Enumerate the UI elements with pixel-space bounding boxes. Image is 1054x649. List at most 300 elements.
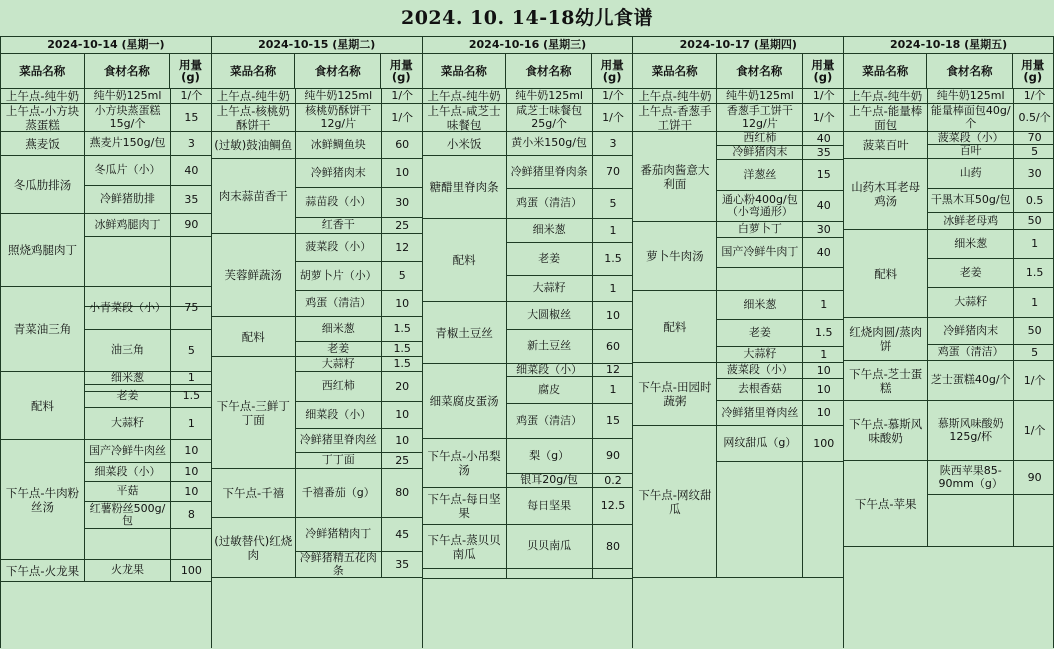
dish-name: 下午点-慕斯风味酸奶 [844, 401, 928, 461]
dish-name: (过敏)鼓油鲷鱼 [212, 132, 296, 159]
ingredient-name: 洋葱丝 [717, 160, 803, 190]
ingredient-name: 油三角 [85, 330, 171, 371]
ingredient-amount: 75 [184, 301, 199, 314]
ingredient-name: 火龙果 [85, 560, 171, 581]
ingredient-amount: 10 [184, 444, 199, 457]
ingredient-name: 黄小米150g/包 [507, 132, 593, 155]
dish-name: 上午点-纯牛奶 [212, 89, 296, 104]
ingredient-name: 核桃奶酥饼干12g/片 [296, 104, 382, 131]
dish-name: 下午点-苹果 [844, 461, 928, 547]
ingredient-amount: 50 [1027, 214, 1042, 227]
ingredient-row [928, 145, 1054, 159]
ingredient-amount: 50 [1027, 324, 1042, 337]
ingredient-name [717, 462, 803, 577]
ingredient-amount: 20 [395, 379, 410, 393]
ingredient-amount: 1 [609, 281, 617, 295]
dish-name: 红烧肉圆/蒸肉饼 [844, 318, 928, 361]
ingredient-row [85, 156, 212, 186]
ingredient-row [85, 214, 212, 237]
dish-name: 配料 [423, 219, 507, 302]
amount-column-header: 用量(g) [811, 58, 835, 84]
ingredient-row [928, 288, 1054, 318]
dish-name: 上午点-咸芝士味餐包 [423, 104, 507, 132]
ingredient-name: 小青菜段（小） [85, 287, 171, 329]
ingredient-column-header: 食材名称 [927, 54, 1012, 88]
dish-name: 下午点-千禧 [212, 469, 296, 518]
ingredient-row [85, 560, 212, 582]
ingredient-amount: 10 [184, 465, 199, 478]
ingredient-name: 冰鲜鸡腿肉丁 [85, 214, 171, 236]
day-column [422, 36, 633, 648]
ingredient-row [717, 146, 844, 160]
ingredient-row [296, 429, 423, 453]
ingredient-amount: 5 [1031, 345, 1039, 359]
ingredient-amount: 15 [816, 168, 831, 181]
dish-name: 配料 [212, 317, 296, 357]
ingredient-name: 老姜 [85, 385, 171, 407]
ingredient-amount: 10 [395, 433, 410, 447]
ingredient-name: 冷鲜猪精五花肉条 [296, 552, 382, 577]
dish-name: 上午点-纯牛奶 [1, 89, 85, 104]
ingredient-amount: 1.5 [1025, 266, 1044, 279]
ingredient-row [717, 191, 844, 222]
dish-column-header: 菜品名称 [423, 54, 507, 88]
amount-column-header: 用量(g) [600, 58, 624, 84]
ingredient-row [85, 330, 212, 372]
ingredient-row [928, 213, 1054, 230]
ingredient-row [717, 363, 844, 379]
ingredient-row [928, 159, 1054, 189]
ingredient-name: 西红柿 [296, 372, 382, 401]
ingredient-name: 老姜 [717, 320, 803, 346]
ingredient-amount [803, 462, 844, 577]
ingredient-amount: 0.2 [604, 473, 622, 487]
ingredient-name: 大蒜籽 [85, 408, 171, 439]
ingredient-amount [1014, 495, 1054, 546]
ingredient-amount: 1 [820, 347, 828, 361]
ingredient-amount: 1/个 [602, 89, 624, 102]
ingredient-amount: 3 [609, 136, 617, 150]
ingredient-name: 纯牛奶125ml [717, 89, 803, 103]
ingredient-row [928, 401, 1054, 461]
dish-column-header: 菜品名称 [844, 54, 927, 88]
ingredient-amount: 5 [609, 196, 617, 210]
ingredient-amount: 12 [605, 363, 620, 376]
ingredient-name: 新土豆丝 [507, 330, 593, 363]
dish-name: 芙蓉鲜蔬汤 [212, 234, 296, 317]
ingredient-row [717, 132, 844, 146]
ingredient-amount: 10 [395, 408, 410, 421]
ingredient-amount: 1/个 [180, 89, 203, 102]
ingredient-name: 西红柿 [717, 132, 803, 145]
ingredient-name: 细米葱 [296, 317, 382, 341]
dish-name: 下午点-蒸贝贝南瓜 [423, 525, 507, 569]
ingredient-amount: 1.5 [393, 322, 411, 335]
column-header-row [423, 54, 633, 89]
ingredient-amount: 25 [395, 453, 410, 467]
ingredient-row [85, 372, 212, 385]
ingredient-name: 咸芝士味餐包25g/个 [507, 104, 593, 131]
dish-name: 冬瓜肋排汤 [1, 156, 85, 214]
ingredient-row [507, 377, 634, 404]
ingredient-row [507, 439, 634, 474]
dish-name: 肉末蒜苗香干 [212, 159, 296, 234]
dish-name: 上午点-香葱手工饼干 [633, 104, 717, 132]
ingredient-amount: 1 [187, 416, 195, 430]
ingredient-row [296, 453, 423, 469]
ingredient-column-header: 食材名称 [85, 54, 171, 88]
ingredient-name: 平菇 [85, 482, 171, 501]
ingredient-name: 通心粉400g/包（小弯通形） [717, 191, 803, 221]
ingredient-row [296, 262, 423, 291]
ingredient-row [296, 188, 423, 218]
ingredient-row [85, 408, 212, 440]
ingredient-name [85, 237, 171, 286]
ingredient-amount: 100 [813, 436, 835, 450]
column-header-row [844, 54, 1053, 89]
dish-column-header: 菜品名称 [1, 54, 85, 88]
ingredient-amount: 10 [605, 308, 620, 322]
ingredient-amount: 1.5 [393, 357, 411, 370]
ingredient-amount: 10 [816, 382, 831, 396]
ingredient-row [507, 219, 634, 243]
ingredient-row [507, 525, 634, 569]
ingredient-amount: 30 [395, 195, 410, 209]
ingredient-name: 冬瓜片（小） [85, 156, 171, 185]
ingredient-row [296, 104, 423, 132]
ingredient-name [507, 569, 593, 578]
ingredient-row [296, 234, 423, 262]
ingredient-name: 冷鲜猪肉末 [296, 159, 382, 187]
ingredient-amount: 1 [609, 383, 617, 396]
ingredient-row [85, 89, 212, 104]
ingredient-amount: 90 [605, 449, 620, 462]
ingredient-row [928, 345, 1054, 361]
ingredient-name: 蒜苗段（小） [296, 188, 382, 217]
ingredient-row [85, 186, 212, 214]
ingredient-row [85, 237, 212, 287]
ingredient-name: 白萝卜丁 [717, 222, 803, 237]
ingredient-amount: 0.5 [1025, 193, 1044, 207]
ingredient-amount: 1 [1031, 237, 1039, 250]
ingredient-row [296, 518, 423, 552]
ingredient-name [928, 495, 1014, 546]
dish-name: 配料 [633, 291, 717, 363]
ingredient-row [717, 160, 844, 191]
ingredient-name: 网纹甜瓜（g） [717, 426, 803, 461]
ingredient-amount: 1.5 [393, 342, 411, 355]
ingredient-row [717, 347, 844, 363]
dish-name: 山药木耳老母鸡汤 [844, 159, 928, 230]
ingredient-row [507, 302, 634, 330]
ingredient-amount: 0.5/个 [1018, 110, 1051, 124]
dish-name: 上午点-纯牛奶 [633, 89, 717, 104]
dish-name: 上午点-小方块蒸蛋糕 [1, 104, 85, 132]
ingredient-amount: 3 [187, 136, 195, 150]
dish-name: (过敏替代)红烧肉 [212, 518, 296, 578]
ingredient-name: 鸡蛋（清洁） [928, 345, 1014, 360]
ingredient-name: 慕斯风味酸奶125g/杯 [928, 401, 1014, 460]
dish-name: 上午点-核桃奶酥饼干 [212, 104, 296, 132]
ingredient-amount: 40 [816, 131, 831, 145]
ingredient-name: 陕西苹果85-90mm（g） [928, 461, 1014, 494]
ingredient-row [296, 402, 423, 429]
ingredient-row [928, 495, 1054, 547]
ingredient-amount: 90 [1027, 470, 1042, 484]
dish-name: 上午点-纯牛奶 [844, 89, 928, 104]
ingredient-name: 燕麦片150g/包 [85, 132, 171, 155]
dish-name: 下午点-网纹甜瓜 [633, 426, 717, 578]
day-date-header: 2024-10-15 (星期二) [212, 36, 422, 54]
ingredient-row [296, 89, 423, 104]
ingredient-name: 细菜段（小） [507, 364, 593, 376]
ingredient-name: 梨（g） [507, 439, 593, 473]
ingredient-amount: 45 [395, 527, 410, 541]
ingredient-row [85, 463, 212, 482]
dish-name: 燕麦饭 [1, 132, 85, 156]
menu-grid [0, 36, 1054, 648]
ingredient-name: 冷鲜猪肉末 [928, 318, 1014, 344]
ingredient-amount: 40 [816, 245, 831, 259]
ingredient-name: 老姜 [507, 243, 593, 275]
ingredient-name: 老姜 [928, 259, 1014, 287]
column-header-row [1, 54, 211, 89]
ingredient-amount: 1/个 [812, 89, 835, 102]
column-header-row [633, 54, 843, 89]
ingredient-amount: 5 [187, 343, 195, 357]
ingredient-row [507, 474, 634, 488]
ingredient-row [928, 318, 1054, 345]
dish-name: 下午点-牛肉粉丝汤 [1, 440, 85, 560]
ingredient-amount: 1.5 [182, 389, 201, 402]
ingredient-amount: 1/个 [391, 89, 414, 102]
day-date-header: 2024-10-18 (星期五) [844, 36, 1053, 54]
ingredient-row [507, 89, 634, 104]
ingredient-amount: 8 [187, 508, 195, 521]
ingredient-amount: 1 [609, 223, 617, 237]
dish-name: 下午点-三鲜丁丁面 [212, 357, 296, 469]
ingredient-amount: 1 [1031, 295, 1039, 309]
ingredient-name: 细菜段（小） [296, 402, 382, 428]
dish-name: 青菜油三角 [1, 287, 85, 372]
ingredient-amount: 1.5 [604, 252, 622, 265]
ingredient-amount: 40 [816, 199, 831, 212]
ingredient-amount [171, 237, 212, 286]
ingredient-row [717, 426, 844, 462]
ingredient-row [928, 89, 1054, 104]
ingredient-row [717, 104, 844, 132]
ingredient-row [85, 482, 212, 502]
ingredient-amount [803, 268, 844, 290]
ingredient-name: 冰鲜鲷鱼块 [296, 132, 382, 158]
ingredient-amount: 10 [816, 363, 831, 377]
ingredient-name: 冷鲜猪里脊肉丝 [717, 401, 803, 425]
dish-name: 下午点-田园时蔬粥 [633, 363, 717, 426]
dish-name: 糖醋里脊肉条 [423, 156, 507, 219]
ingredient-name: 贝贝南瓜 [507, 525, 593, 568]
ingredient-amount: 80 [395, 486, 410, 499]
ingredient-amount: 1 [820, 298, 828, 311]
day-date-header: 2024-10-14 (星期一) [1, 36, 211, 54]
ingredient-row [85, 529, 212, 560]
ingredient-amount: 1/个 [1023, 373, 1046, 387]
ingredient-row [507, 104, 634, 132]
dish-name: 上午点-纯牛奶 [423, 89, 507, 104]
ingredient-name: 鸡蛋（清洁） [296, 291, 382, 316]
dish-name: 下午点-每日坚果 [423, 488, 507, 525]
ingredient-name: 菠菜段（小） [717, 363, 803, 378]
ingredient-amount [593, 569, 634, 578]
ingredient-row [296, 372, 423, 402]
ingredient-row [717, 462, 844, 578]
ingredient-name: 胡萝卜片（小） [296, 262, 382, 290]
dish-name: 下午点-小吊梨汤 [423, 439, 507, 488]
ingredient-row [717, 401, 844, 426]
ingredient-name: 鸡蛋（清洁） [507, 189, 593, 218]
ingredient-amount: 100 [180, 563, 202, 577]
ingredient-column-header: 食材名称 [295, 54, 381, 88]
ingredient-amount [171, 529, 212, 559]
ingredient-row [507, 330, 634, 364]
day-column [632, 36, 843, 648]
day-date-header: 2024-10-17 (星期四) [633, 36, 843, 54]
ingredient-row [85, 104, 212, 132]
column-header-row [212, 54, 422, 89]
ingredient-row [717, 222, 844, 238]
ingredient-amount: 1/个 [812, 110, 835, 124]
ingredient-row [717, 379, 844, 401]
ingredient-row [296, 552, 423, 578]
day-column [843, 36, 1054, 648]
ingredient-name: 百叶 [928, 145, 1014, 158]
ingredient-row [928, 230, 1054, 259]
ingredient-name: 大圆椒丝 [507, 302, 593, 329]
dish-column-header: 菜品名称 [633, 54, 717, 88]
ingredient-name: 山药 [928, 159, 1014, 188]
ingredient-amount: 35 [395, 557, 410, 571]
ingredient-row [717, 89, 844, 104]
ingredient-row [507, 276, 634, 302]
ingredient-row [85, 132, 212, 156]
ingredient-row [928, 189, 1054, 213]
ingredient-name: 纯牛奶125ml [85, 89, 171, 103]
ingredient-amount: 15 [605, 414, 620, 427]
ingredient-amount: 60 [605, 339, 620, 353]
ingredient-row [928, 104, 1054, 132]
ingredient-amount: 80 [605, 539, 620, 553]
ingredient-name: 纯牛奶125ml [296, 89, 382, 103]
ingredient-amount: 70 [605, 165, 620, 178]
ingredient-row [85, 287, 212, 330]
ingredient-name: 银耳20g/包 [507, 474, 593, 487]
dish-name: 下午点-火龙果 [1, 560, 85, 582]
ingredient-name: 香葱手工饼干12g/片 [717, 104, 803, 131]
ingredient-amount: 60 [395, 138, 410, 151]
ingredient-name: 红香干 [296, 218, 382, 233]
ingredient-amount: 5 [398, 269, 406, 282]
ingredient-name: 每日坚果 [507, 488, 593, 524]
ingredient-row [296, 342, 423, 357]
ingredient-name: 冷鲜猪精肉丁 [296, 518, 382, 551]
ingredient-amount: 5 [1031, 144, 1039, 158]
ingredient-name: 国产冷鲜牛肉丝 [85, 440, 171, 462]
dish-name: 照烧鸡腿肉丁 [1, 214, 85, 287]
ingredient-name: 红薯粉丝500g/包 [85, 502, 171, 528]
ingredient-name: 去根香菇 [717, 379, 803, 400]
amount-column-header: 用量(g) [389, 58, 413, 84]
ingredient-name: 大蒜籽 [507, 276, 593, 301]
ingredient-name: 大蒜籽 [717, 347, 803, 362]
ingredient-row [507, 132, 634, 156]
ingredient-column-header: 食材名称 [506, 54, 592, 88]
ingredient-row [507, 156, 634, 189]
dish-name: 菠菜百叶 [844, 132, 928, 159]
ingredient-name [717, 268, 803, 290]
ingredient-name: 丁丁面 [296, 453, 382, 468]
ingredient-name: 老姜 [296, 342, 382, 356]
ingredient-amount: 12.5 [600, 499, 626, 512]
amount-column-header: 用量(g) [1021, 58, 1045, 84]
ingredient-name: 能量棒面包40g/个 [928, 104, 1014, 131]
day-date-header: 2024-10-16 (星期三) [423, 36, 633, 54]
ingredient-amount: 10 [816, 406, 831, 419]
ingredient-name: 国产冷鲜牛肉丁 [717, 238, 803, 267]
dish-name: 上午点-能量棒面包 [844, 104, 928, 132]
dish-name [423, 569, 507, 579]
ingredient-amount: 25 [395, 218, 410, 232]
dish-name: 萝卜牛肉汤 [633, 222, 717, 291]
ingredient-name: 细米葱 [928, 230, 1014, 258]
ingredient-name: 细米葱 [507, 219, 593, 242]
ingredient-amount: 30 [1027, 166, 1042, 180]
ingredient-amount: 1.5 [815, 326, 833, 339]
ingredient-row [296, 132, 423, 159]
dish-name: 番茄肉酱意大利面 [633, 132, 717, 222]
dish-name: 配料 [844, 230, 928, 318]
ingredient-row [507, 569, 634, 579]
ingredient-name: 纯牛奶125ml [507, 89, 593, 103]
ingredient-name: 小方块蒸蛋糕15g/个 [85, 104, 171, 131]
dish-name: 小米饭 [423, 132, 507, 156]
dish-column-header: 菜品名称 [212, 54, 296, 88]
ingredient-amount: 1/个 [391, 110, 414, 124]
ingredient-row [928, 259, 1054, 288]
ingredient-amount: 10 [395, 166, 410, 179]
ingredient-row [717, 238, 844, 268]
ingredient-row [296, 317, 423, 342]
day-column [0, 36, 211, 648]
ingredient-name: 冰鲜老母鸡 [928, 213, 1014, 229]
ingredient-amount: 90 [184, 218, 199, 231]
page-title: 2024. 10. 14-18幼儿食谱 [400, 7, 654, 29]
ingredient-row [928, 361, 1054, 401]
ingredient-name: 腐皮 [507, 377, 593, 403]
ingredient-amount: 35 [184, 192, 199, 206]
ingredient-amount: 1 [187, 371, 195, 384]
ingredient-name: 菠菜段（小） [296, 234, 382, 261]
ingredient-amount: 10 [184, 484, 199, 498]
ingredient-column-header: 食材名称 [717, 54, 803, 88]
ingredient-row [296, 469, 423, 518]
ingredient-row [507, 364, 634, 377]
ingredient-row [717, 268, 844, 291]
ingredient-name: 冷鲜猪里脊肉丝 [296, 429, 382, 452]
ingredient-amount: 1/个 [1023, 89, 1046, 102]
ingredient-row [507, 189, 634, 219]
ingredient-name: 纯牛奶125ml [928, 89, 1014, 103]
ingredient-name [85, 529, 171, 559]
ingredient-row [507, 243, 634, 276]
